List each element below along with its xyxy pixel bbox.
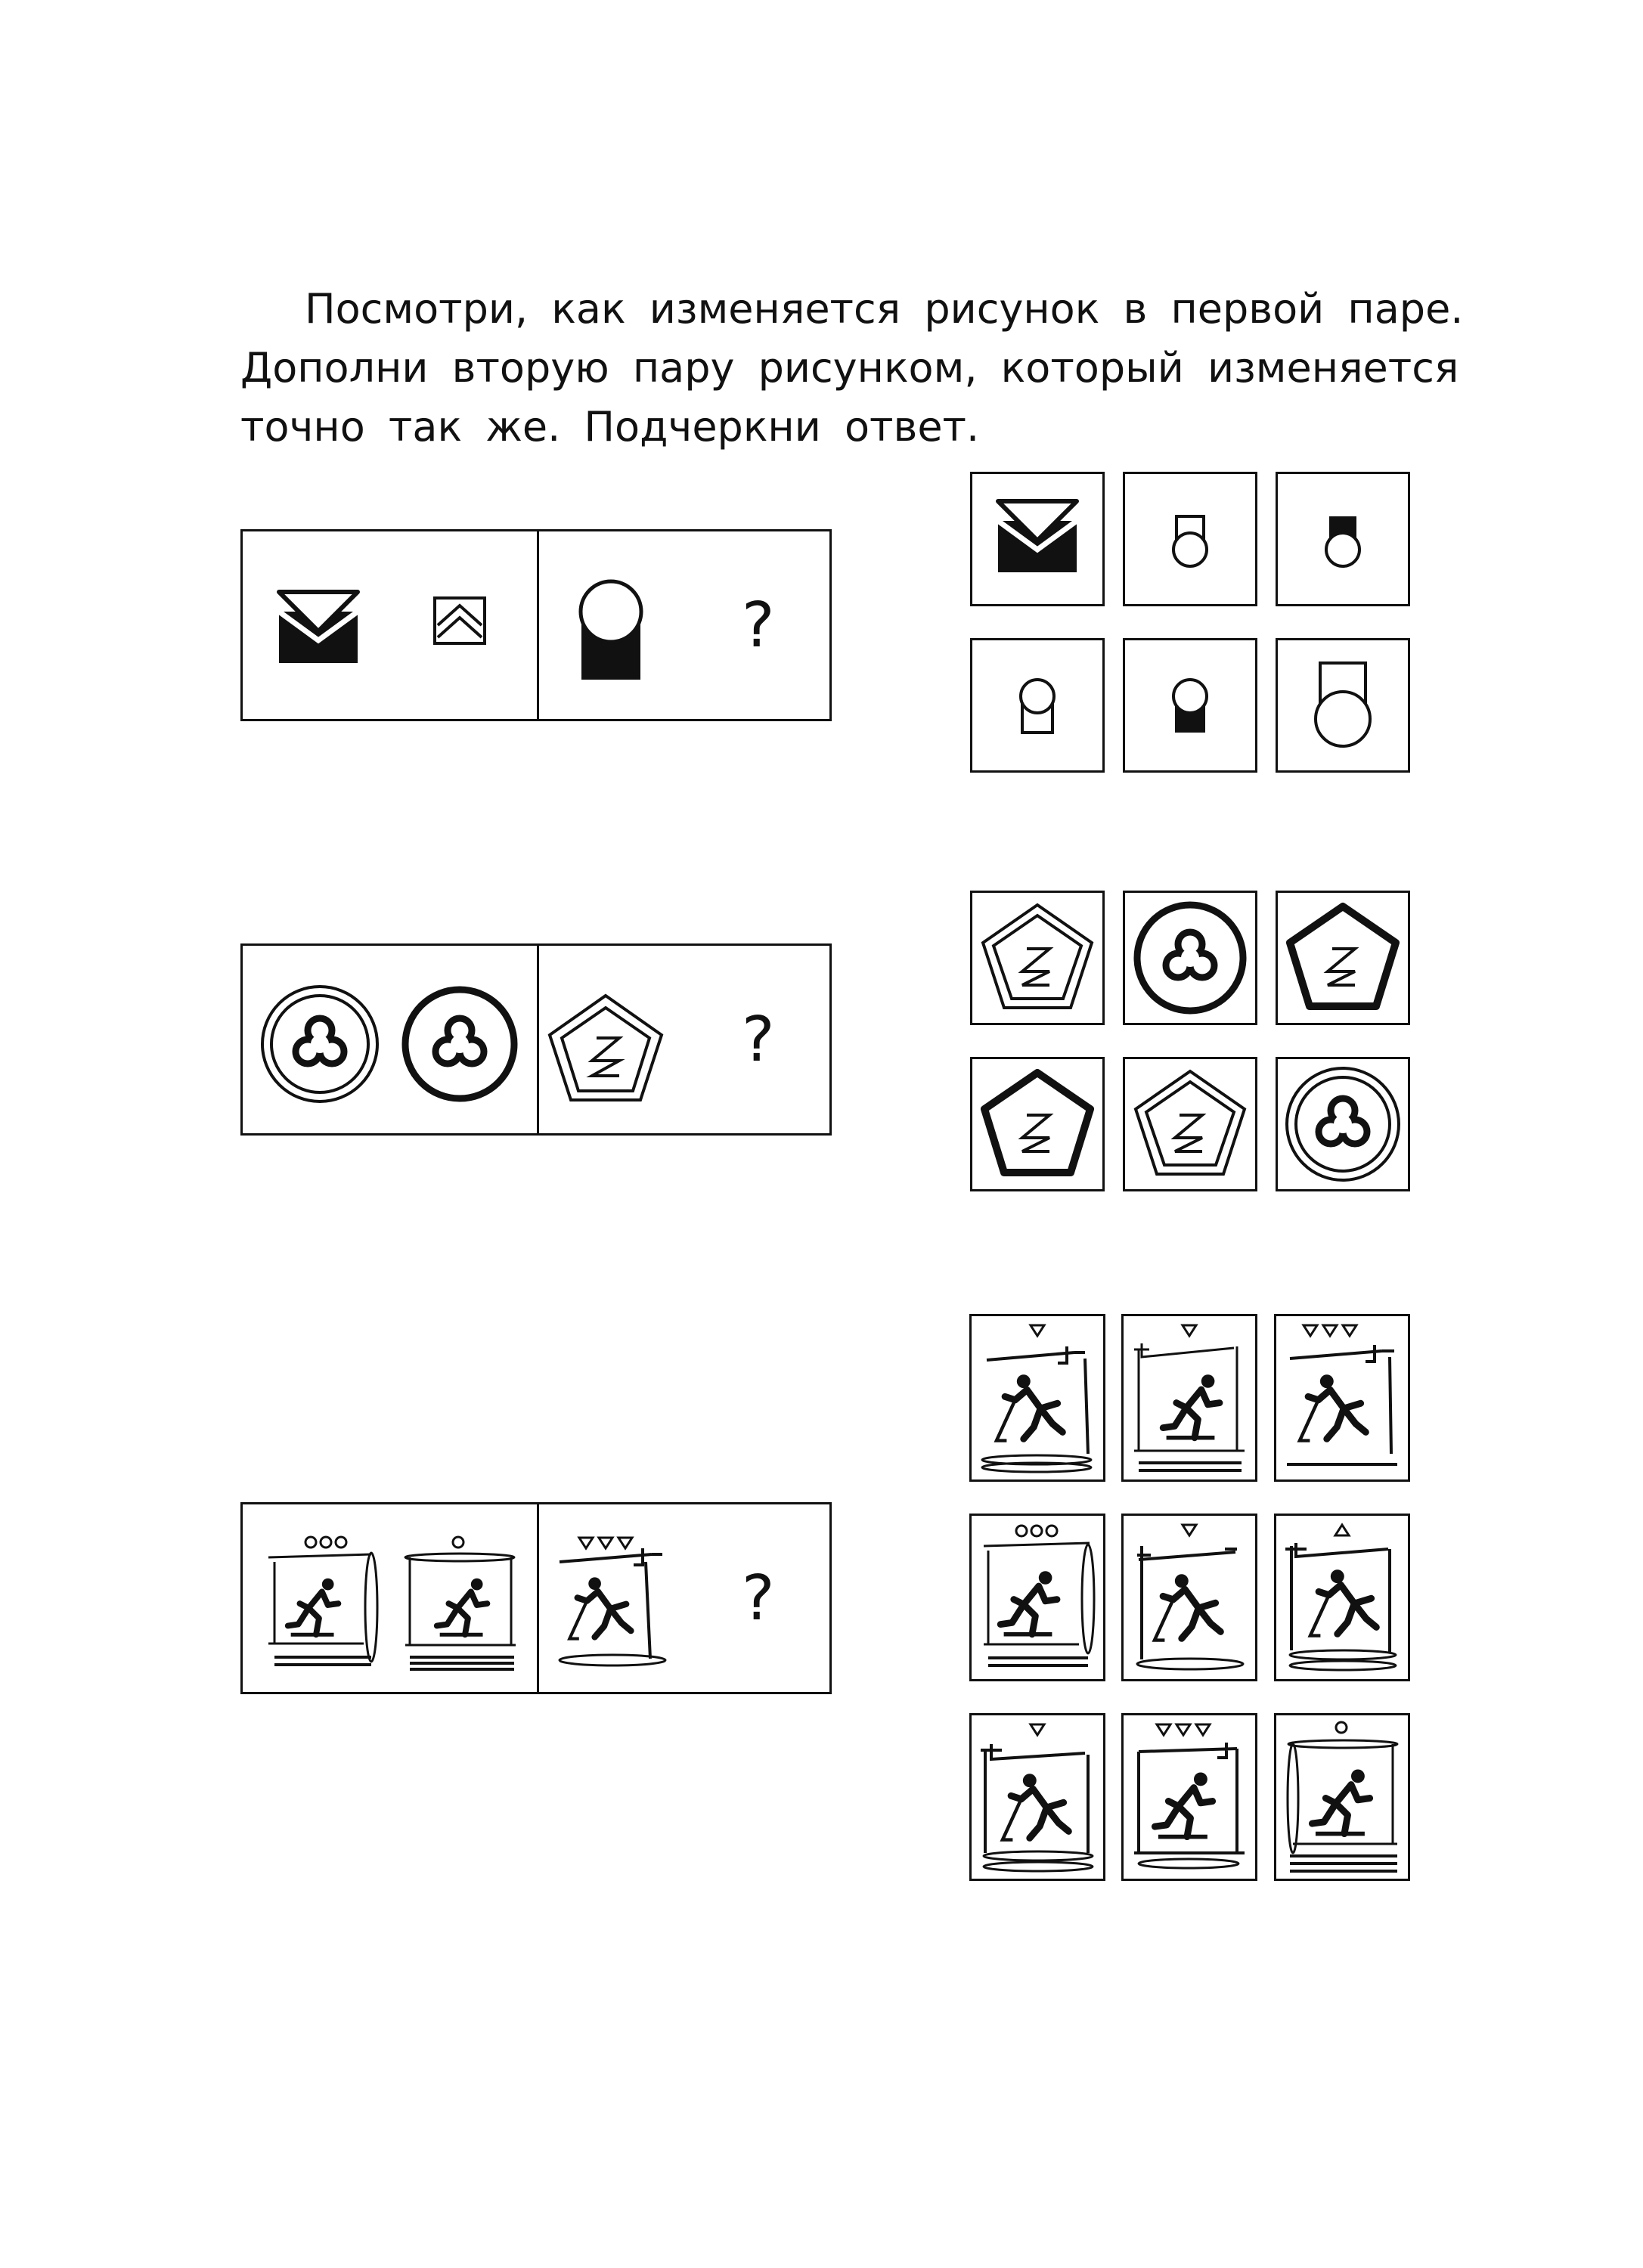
task-2-problem-box: [240, 943, 832, 1136]
envelope-filled-option-icon: [972, 474, 1102, 604]
skier-one-triangle-icon: [1124, 1316, 1255, 1479]
task-3-option-9[interactable]: [1274, 1713, 1410, 1881]
thick-ring-trefoil-icon: [399, 984, 520, 1105]
task-3-divider: [537, 1504, 539, 1692]
skier-three-circles-icon: [258, 1532, 386, 1675]
thick-pentagon-zigzag-icon: [972, 1059, 1102, 1189]
large-square-circle-outline-icon: [1278, 640, 1408, 770]
circle-over-filled-square-icon: [569, 572, 653, 686]
instruction-text: [240, 280, 1464, 457]
task-3-option-1[interactable]: [969, 1314, 1105, 1482]
task-1-problem-box: [240, 529, 832, 721]
task-1-option-5[interactable]: [1123, 638, 1257, 773]
hockey-one-triangle-icon: [972, 1715, 1103, 1879]
task-2-option-4[interactable]: [970, 1057, 1105, 1191]
task-2-option-5[interactable]: [1123, 1057, 1257, 1191]
small-square-circle-outline-icon: [1125, 474, 1255, 604]
task-3-option-4[interactable]: [969, 1514, 1105, 1681]
envelope-filled-large-icon: [273, 577, 364, 668]
double-pentagon-zigzag-icon: [545, 991, 666, 1105]
double-pentagon-zigzag-icon: [1125, 1059, 1255, 1189]
skier-one-circle-icon: [1276, 1715, 1408, 1879]
task-3-option-6[interactable]: [1274, 1514, 1410, 1681]
hockey-one-triangle-icon: [1124, 1516, 1255, 1679]
task-1-option-1[interactable]: [970, 472, 1105, 606]
task-1-option-2[interactable]: [1123, 472, 1257, 606]
hockey-three-triangles-icon: [1276, 1316, 1408, 1479]
double-pentagon-zigzag-icon: [972, 893, 1102, 1023]
task-1-divider: [537, 531, 539, 719]
task-2-option-1[interactable]: [970, 891, 1105, 1025]
instruction-line-2: Дополни вторую пару рисунком, который изменяется: [240, 344, 1459, 392]
task-2-option-3[interactable]: [1276, 891, 1410, 1025]
instruction-line-3: точно так же. Подчеркни ответ.: [240, 403, 980, 451]
task-2-option-2[interactable]: [1123, 891, 1257, 1025]
task-2-option-6[interactable]: [1276, 1057, 1410, 1191]
skier-three-triangles-icon: [1124, 1715, 1255, 1879]
instruction-line-1: Посмотри, как изменяется рисунок в первой паре.: [305, 285, 1464, 333]
hockey-three-triangles-icon: [549, 1532, 677, 1675]
double-ring-trefoil-icon: [259, 984, 380, 1105]
thick-pentagon-zigzag-icon: [1278, 893, 1408, 1023]
task-3-option-8[interactable]: [1121, 1713, 1257, 1881]
task-3-option-5[interactable]: [1121, 1514, 1257, 1681]
task-2-divider: [537, 946, 539, 1133]
hockey-one-triangle-up-icon: [1276, 1516, 1408, 1679]
question-mark: ?: [742, 1003, 775, 1076]
task-3-option-3[interactable]: [1274, 1314, 1410, 1482]
small-circle-square-outline-icon: [972, 640, 1102, 770]
task-1-option-6[interactable]: [1276, 638, 1410, 773]
small-circle-filled-square-icon: [1125, 640, 1255, 770]
task-1-option-4[interactable]: [970, 638, 1105, 773]
task-3-option-7[interactable]: [969, 1713, 1105, 1881]
skier-one-circle-icon: [398, 1532, 526, 1675]
double-ring-trefoil-icon: [1278, 1059, 1408, 1189]
task-3-problem-box: [240, 1502, 832, 1694]
question-mark: ?: [742, 589, 775, 662]
question-mark: ?: [742, 1562, 775, 1634]
envelope-outline-small-icon: [432, 592, 489, 649]
skier-three-circles-icon: [972, 1516, 1103, 1679]
small-filled-square-circle-icon: [1278, 474, 1408, 604]
thick-ring-trefoil-icon: [1125, 893, 1255, 1023]
hockey-one-triangle-icon: [972, 1316, 1103, 1479]
task-3-option-2[interactable]: [1121, 1314, 1257, 1482]
task-1-option-3[interactable]: [1276, 472, 1410, 606]
